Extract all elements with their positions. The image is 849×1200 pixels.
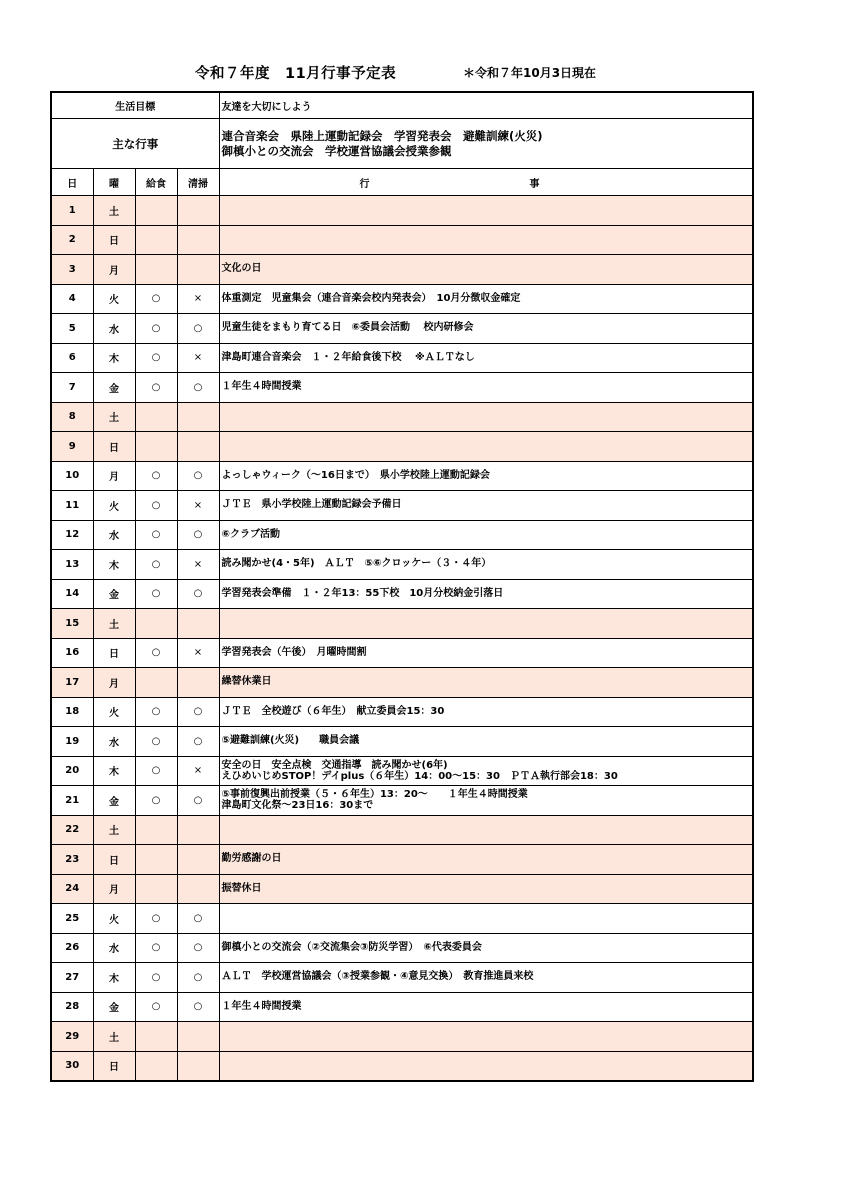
table-row bbox=[51, 1022, 753, 1052]
cleaning-mark: ○ bbox=[177, 373, 219, 403]
cleaning-mark: ○ bbox=[177, 786, 219, 816]
day-number: 23 bbox=[51, 845, 93, 875]
lunch-mark: ○ bbox=[135, 638, 177, 668]
event-cell bbox=[219, 491, 753, 521]
cleaning-mark bbox=[177, 1022, 219, 1052]
col-header-cleaning: 清掃 bbox=[177, 169, 219, 196]
weekday: 水 bbox=[93, 520, 135, 550]
event-text: よっしゃウィーク（～16日まで） 県小学校陸上運動記録会 bbox=[221, 469, 490, 481]
table-row bbox=[51, 284, 753, 314]
event-text: ⑤事前復興出前授業（５・６年生）13：20～ １年生４時間授業 bbox=[221, 789, 528, 801]
lunch-mark bbox=[135, 609, 177, 639]
lunch-mark bbox=[135, 255, 177, 285]
table-row bbox=[51, 874, 753, 904]
day-number: 24 bbox=[51, 874, 93, 904]
cleaning-mark: ○ bbox=[177, 933, 219, 963]
weekday: 水 bbox=[93, 727, 135, 757]
day-number: 29 bbox=[51, 1022, 93, 1052]
weekday: 日 bbox=[93, 432, 135, 462]
cleaning-mark: ○ bbox=[177, 904, 219, 934]
cleaning-mark: ○ bbox=[177, 579, 219, 609]
event-cell bbox=[219, 697, 753, 727]
weekday: 金 bbox=[93, 992, 135, 1022]
event-cell bbox=[219, 373, 753, 403]
cleaning-mark bbox=[177, 609, 219, 639]
event-cell bbox=[219, 638, 753, 668]
cleaning-mark: ○ bbox=[177, 697, 219, 727]
cleaning-mark bbox=[177, 1051, 219, 1081]
page-title: 令和７年度 11月行事予定表 bbox=[195, 66, 397, 82]
col-header-events-a: 行 bbox=[359, 178, 370, 190]
lunch-mark: ○ bbox=[135, 461, 177, 491]
day-number: 13 bbox=[51, 550, 93, 580]
event-cell bbox=[219, 756, 753, 786]
event-cell bbox=[219, 845, 753, 875]
lunch-mark: ○ bbox=[135, 756, 177, 786]
table-row bbox=[51, 904, 753, 934]
weekday: 火 bbox=[93, 697, 135, 727]
lunch-mark: ○ bbox=[135, 579, 177, 609]
lunch-mark: ○ bbox=[135, 343, 177, 373]
weekday: 月 bbox=[93, 668, 135, 698]
event-cell bbox=[219, 225, 753, 255]
event-cell bbox=[219, 1051, 753, 1081]
table-row bbox=[51, 668, 753, 698]
weekday: 日 bbox=[93, 1051, 135, 1081]
goal-row bbox=[51, 92, 753, 119]
title-row bbox=[0, 62, 849, 82]
event-cell bbox=[219, 815, 753, 845]
weekday: 木 bbox=[93, 550, 135, 580]
table-row bbox=[51, 520, 753, 550]
event-text: 勤労感謝の日 bbox=[221, 853, 282, 865]
day-number: 26 bbox=[51, 933, 93, 963]
lunch-mark: ○ bbox=[135, 904, 177, 934]
day-number: 16 bbox=[51, 638, 93, 668]
weekday: 日 bbox=[93, 638, 135, 668]
event-text: ⑥クラブ活動 bbox=[221, 528, 280, 540]
day-number: 10 bbox=[51, 461, 93, 491]
col-header-weekday: 曜 bbox=[93, 169, 135, 196]
day-number: 1 bbox=[51, 196, 93, 226]
cleaning-mark bbox=[177, 255, 219, 285]
day-number: 6 bbox=[51, 343, 93, 373]
cleaning-mark: ○ bbox=[177, 520, 219, 550]
event-cell bbox=[219, 668, 753, 698]
event-cell bbox=[219, 520, 753, 550]
event-text: ⑤避難訓練(火災) 職員会議 bbox=[221, 735, 360, 747]
event-cell bbox=[219, 1022, 753, 1052]
event-cell bbox=[219, 579, 753, 609]
table-row bbox=[51, 845, 753, 875]
day-number: 12 bbox=[51, 520, 93, 550]
lunch-mark bbox=[135, 845, 177, 875]
event-text: 体重測定 児童集会（連合音楽会校内発表会） 10月分徴収金確定 bbox=[221, 292, 521, 304]
event-text: 学習発表会準備 １・２年13：55下校 10月分校納金引落日 bbox=[221, 587, 504, 599]
day-number: 3 bbox=[51, 255, 93, 285]
cleaning-mark: × bbox=[177, 756, 219, 786]
day-number: 2 bbox=[51, 225, 93, 255]
lunch-mark: ○ bbox=[135, 727, 177, 757]
event-text: ＪＴＥ 県小学校陸上運動記録会予備日 bbox=[221, 499, 402, 511]
day-number: 19 bbox=[51, 727, 93, 757]
lunch-mark: ○ bbox=[135, 786, 177, 816]
col-header-events-b: 事 bbox=[529, 178, 540, 190]
lunch-mark: ○ bbox=[135, 992, 177, 1022]
lunch-mark: ○ bbox=[135, 284, 177, 314]
day-number: 30 bbox=[51, 1051, 93, 1081]
weekday: 月 bbox=[93, 255, 135, 285]
table-row bbox=[51, 343, 753, 373]
event-text: 振替休日 bbox=[221, 882, 262, 894]
event-cell bbox=[219, 550, 753, 580]
event-text: 繰替休業日 bbox=[221, 676, 272, 688]
weekday: 火 bbox=[93, 284, 135, 314]
event-cell bbox=[219, 933, 753, 963]
event-text: 安全の日 安全点検 交通指導 読み聞かせ(6年) bbox=[221, 759, 448, 771]
day-number: 17 bbox=[51, 668, 93, 698]
table-row bbox=[51, 461, 753, 491]
lunch-mark: ○ bbox=[135, 491, 177, 521]
lunch-mark: ○ bbox=[135, 933, 177, 963]
table-row bbox=[51, 579, 753, 609]
lunch-mark: ○ bbox=[135, 520, 177, 550]
schedule-table bbox=[50, 91, 754, 1082]
cleaning-mark: × bbox=[177, 638, 219, 668]
table-row bbox=[51, 255, 753, 285]
table-row bbox=[51, 314, 753, 344]
table-row bbox=[51, 373, 753, 403]
cleaning-mark: ○ bbox=[177, 727, 219, 757]
table-row bbox=[51, 815, 753, 845]
weekday: 月 bbox=[93, 461, 135, 491]
day-number: 15 bbox=[51, 609, 93, 639]
lunch-mark: ○ bbox=[135, 550, 177, 580]
weekday: 土 bbox=[93, 402, 135, 432]
weekday: 土 bbox=[93, 815, 135, 845]
lunch-mark: ○ bbox=[135, 963, 177, 993]
event-text: 学習発表会（午後） 月曜時間割 bbox=[221, 646, 367, 658]
day-number: 22 bbox=[51, 815, 93, 845]
event-text: １年生４時間授業 bbox=[221, 381, 302, 393]
col-header-day: 日 bbox=[51, 169, 93, 196]
event-cell bbox=[219, 196, 753, 226]
table-row bbox=[51, 1051, 753, 1081]
event-cell bbox=[219, 904, 753, 934]
weekday: 土 bbox=[93, 196, 135, 226]
event-cell bbox=[219, 461, 753, 491]
table-row bbox=[51, 933, 753, 963]
lunch-mark: ○ bbox=[135, 697, 177, 727]
cleaning-mark: ○ bbox=[177, 963, 219, 993]
day-number: 9 bbox=[51, 432, 93, 462]
weekday: 木 bbox=[93, 756, 135, 786]
main-events-line-1: 連合音楽会 県陸上運動記録会 学習発表会 避難訓練(火災) bbox=[221, 128, 543, 143]
main-events-cell bbox=[219, 119, 753, 169]
event-cell bbox=[219, 314, 753, 344]
weekday: 水 bbox=[93, 933, 135, 963]
cleaning-mark: × bbox=[177, 284, 219, 314]
cleaning-mark: × bbox=[177, 343, 219, 373]
cleaning-mark bbox=[177, 225, 219, 255]
day-number: 14 bbox=[51, 579, 93, 609]
day-number: 18 bbox=[51, 697, 93, 727]
lunch-mark bbox=[135, 225, 177, 255]
lunch-mark bbox=[135, 196, 177, 226]
col-header-lunch: 給食 bbox=[135, 169, 177, 196]
weekday: 金 bbox=[93, 786, 135, 816]
event-cell bbox=[219, 402, 753, 432]
lunch-mark: ○ bbox=[135, 314, 177, 344]
event-text: 津島町連合音楽会 １・２年給食後下校 ※ＡＬＴなし bbox=[221, 351, 475, 363]
main-events-label: 主な行事 bbox=[51, 119, 219, 169]
table-row bbox=[51, 196, 753, 226]
cleaning-mark bbox=[177, 432, 219, 462]
event-text: 文化の日 bbox=[221, 263, 262, 275]
lunch-mark: ○ bbox=[135, 373, 177, 403]
main-events-row bbox=[51, 119, 753, 169]
cleaning-mark: × bbox=[177, 550, 219, 580]
lunch-mark bbox=[135, 402, 177, 432]
cleaning-mark bbox=[177, 815, 219, 845]
column-header-row bbox=[51, 169, 753, 196]
weekday: 水 bbox=[93, 314, 135, 344]
cleaning-mark: ○ bbox=[177, 992, 219, 1022]
event-cell bbox=[219, 963, 753, 993]
cleaning-mark: × bbox=[177, 491, 219, 521]
event-cell bbox=[219, 786, 753, 816]
table-row bbox=[51, 727, 753, 757]
event-cell bbox=[219, 609, 753, 639]
lunch-mark bbox=[135, 432, 177, 462]
weekday: 火 bbox=[93, 491, 135, 521]
weekday: 土 bbox=[93, 1022, 135, 1052]
lunch-mark bbox=[135, 815, 177, 845]
cleaning-mark bbox=[177, 845, 219, 875]
table-row bbox=[51, 756, 753, 786]
event-cell bbox=[219, 432, 753, 462]
event-text: 児童生徒をまもり育てる日 ⑥委員会活動 校内研修会 bbox=[221, 322, 474, 334]
goal-label: 生活目標 bbox=[51, 92, 219, 119]
weekday: 木 bbox=[93, 343, 135, 373]
day-number: 20 bbox=[51, 756, 93, 786]
lunch-mark bbox=[135, 668, 177, 698]
cleaning-mark bbox=[177, 196, 219, 226]
table-row bbox=[51, 786, 753, 816]
weekday: 日 bbox=[93, 225, 135, 255]
event-cell bbox=[219, 343, 753, 373]
goal-value: 友達を大切にしよう bbox=[219, 92, 753, 119]
table-row bbox=[51, 432, 753, 462]
day-number: 4 bbox=[51, 284, 93, 314]
day-number: 28 bbox=[51, 992, 93, 1022]
day-number: 8 bbox=[51, 402, 93, 432]
weekday: 土 bbox=[93, 609, 135, 639]
table-row bbox=[51, 963, 753, 993]
weekday: 金 bbox=[93, 579, 135, 609]
table-row bbox=[51, 638, 753, 668]
lunch-mark bbox=[135, 1022, 177, 1052]
weekday: 木 bbox=[93, 963, 135, 993]
event-cell bbox=[219, 874, 753, 904]
weekday: 金 bbox=[93, 373, 135, 403]
cleaning-mark: ○ bbox=[177, 314, 219, 344]
table-row bbox=[51, 992, 753, 1022]
event-cell bbox=[219, 284, 753, 314]
day-number: 27 bbox=[51, 963, 93, 993]
day-number: 11 bbox=[51, 491, 93, 521]
event-cell bbox=[219, 727, 753, 757]
event-text: 御槙小との交流会（②交流集会③防災学習） ⑥代表委員会 bbox=[221, 941, 482, 953]
weekday: 火 bbox=[93, 904, 135, 934]
col-header-events bbox=[219, 169, 753, 196]
day-number: 21 bbox=[51, 786, 93, 816]
event-text-line-2: えひめいじめSTOP！デイplus（６年生）14：00～15：30 ＰＴＡ執行部会18：30 bbox=[221, 770, 618, 782]
event-text: ＪＴＥ 全校遊び（６年生） 献立委員会15：30 bbox=[221, 705, 445, 717]
table-row bbox=[51, 697, 753, 727]
table-row bbox=[51, 402, 753, 432]
day-number: 25 bbox=[51, 904, 93, 934]
table-row bbox=[51, 550, 753, 580]
cleaning-mark bbox=[177, 668, 219, 698]
table-row bbox=[51, 491, 753, 521]
table-row bbox=[51, 225, 753, 255]
weekday: 日 bbox=[93, 845, 135, 875]
weekday: 月 bbox=[93, 874, 135, 904]
lunch-mark bbox=[135, 874, 177, 904]
event-text: ＡＬＴ 学校運営協議会（③授業参観・④意見交換） 教育推進員来校 bbox=[221, 971, 534, 983]
cleaning-mark: ○ bbox=[177, 461, 219, 491]
cleaning-mark bbox=[177, 402, 219, 432]
event-text: １年生４時間授業 bbox=[221, 1000, 302, 1012]
main-events-line-2: 御槙小との交流会 学校運営協議会授業参観 bbox=[221, 143, 452, 158]
event-text: 読み聞かせ(4・5年) ＡＬＴ ⑤⑥クロッケー（３・４年） bbox=[221, 558, 492, 570]
event-cell bbox=[219, 992, 753, 1022]
table-row bbox=[51, 609, 753, 639]
cleaning-mark bbox=[177, 874, 219, 904]
event-text-line-2: 津島町文化祭～23日16：30まで bbox=[221, 800, 374, 812]
day-number: 5 bbox=[51, 314, 93, 344]
lunch-mark bbox=[135, 1051, 177, 1081]
as-of-date: ＊令和７年10月3日現在 bbox=[463, 66, 597, 80]
event-cell bbox=[219, 255, 753, 285]
day-number: 7 bbox=[51, 373, 93, 403]
